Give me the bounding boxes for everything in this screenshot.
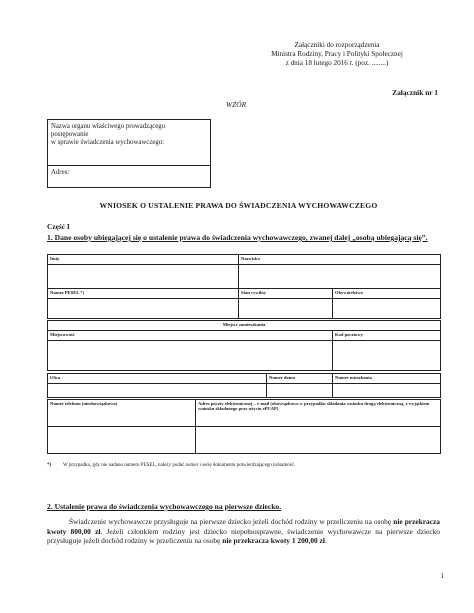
postal-code-label: Kod pocztowy <box>333 331 441 341</box>
flat-number-label: Numer mieszkania <box>333 374 441 384</box>
document-title: WNIOSEK O USTALENIE PRAWA DO ŚWIADCZENIA WYCHOWAWCZEGO <box>99 201 378 210</box>
flat-number-field[interactable] <box>333 384 441 398</box>
template-label: WZÓR <box>226 100 247 109</box>
paragraph-text-1: Świadczenie wychowawcze przysługuje na pierwsze dziecko jeżeli dochód rodziny w przeliczeniu na osobę <box>69 517 394 526</box>
pesel-table <box>47 288 441 319</box>
eligibility-paragraph <box>47 517 440 546</box>
paragraph-limit-1: nie przekracza kwoty 800,00 zł <box>47 517 440 536</box>
organ-label-line-1: Nazwa organu właściwego prowadzącego <box>51 123 166 130</box>
contact-table <box>47 399 441 454</box>
section-1-heading: 1. Dane osoby ubiegającej się o ustalenie prawa do świadczenia wychowawczego, zwanej dalej „osobą ubiegającą się”. <box>47 233 428 242</box>
marital-status-label: Stan cywilny <box>239 289 333 299</box>
page-number: 1 <box>440 572 444 580</box>
street-field[interactable] <box>48 384 267 398</box>
city-field[interactable] <box>48 341 333 371</box>
residence-header: Miejsce zamieszkania <box>48 321 441 331</box>
email-label: Adres poczty elektronicznej – e-mail (obowiązkowo w przypadku składania wniosku drogą elektroniczną, z wyjątkiem wniosku składanego przy użyciu ePUAP) <box>196 400 441 427</box>
postal-code-field[interactable] <box>333 341 441 371</box>
city-label: Miejscowość <box>48 331 333 341</box>
surname-label: Nazwisko <box>239 255 441 265</box>
citizenship-label: Obywatelstwo <box>333 289 441 299</box>
pesel-field[interactable] <box>48 299 239 319</box>
house-number-field[interactable] <box>267 384 333 398</box>
citizenship-field[interactable] <box>333 299 441 319</box>
pesel-label: Numer PESEL *) <box>48 289 239 299</box>
street-table <box>47 373 441 398</box>
regulation-line-2: Ministra Rodziny, Pracy i Polityki Społecznej <box>271 50 403 59</box>
phone-field[interactable] <box>48 427 196 454</box>
paragraph-text-3: . <box>324 536 327 546</box>
organ-box <box>47 119 211 188</box>
house-number-label: Numer domu <box>267 374 333 384</box>
street-label: Ulica <box>48 374 267 384</box>
email-field[interactable] <box>196 427 441 454</box>
regulation-line-3: z dnia 18 lutego 2016 r. (poz. ........) <box>285 59 389 68</box>
surname-field[interactable] <box>239 265 441 289</box>
name-table <box>47 254 441 289</box>
residence-table <box>47 320 441 371</box>
organ-label-line-2: postępowanie <box>51 130 89 138</box>
first-name-label: Imię <box>48 255 239 265</box>
footnote-text: W przypadku, gdy nie nadano numeru PESEL, należy podać numer i serię dokumentu potwierdzającego tożsamość. <box>63 463 296 468</box>
section-2-heading: 2. Ustalenie prawa do świadczenia wychowawczego na pierwsze dziecko. <box>47 502 282 511</box>
paragraph-text-2: . Jeżeli członkiem rodziny jest dziecko niepełnosprawne, świadczenie wychowawcze na pierwsze dziecko przysługuje jeżeli dochód rodziny w przeliczeniu na osobę <box>47 526 440 546</box>
organ-address-field[interactable] <box>48 166 210 179</box>
phone-label: Numer telefonu (nieobowiązkowo) <box>48 400 196 427</box>
organ-name-field[interactable] <box>48 120 210 166</box>
part-label: Część I <box>47 222 70 231</box>
marital-status-field[interactable] <box>239 299 333 319</box>
regulation-header <box>232 41 442 69</box>
first-name-field[interactable] <box>48 265 239 289</box>
footnote-mark: *) <box>47 463 52 468</box>
regulation-line-1: Załączniki do rozporządzenia <box>294 41 380 49</box>
organ-label-line-3: w sprawie świadczenia wychowawczego: <box>51 138 165 146</box>
pesel-footnote <box>47 463 440 469</box>
address-label: Adres: <box>51 169 70 176</box>
paragraph-limit-2: nie przekracza kwoty 1 200,00 zł <box>222 536 325 546</box>
attachment-number: Załącznik nr 1 <box>392 88 438 97</box>
